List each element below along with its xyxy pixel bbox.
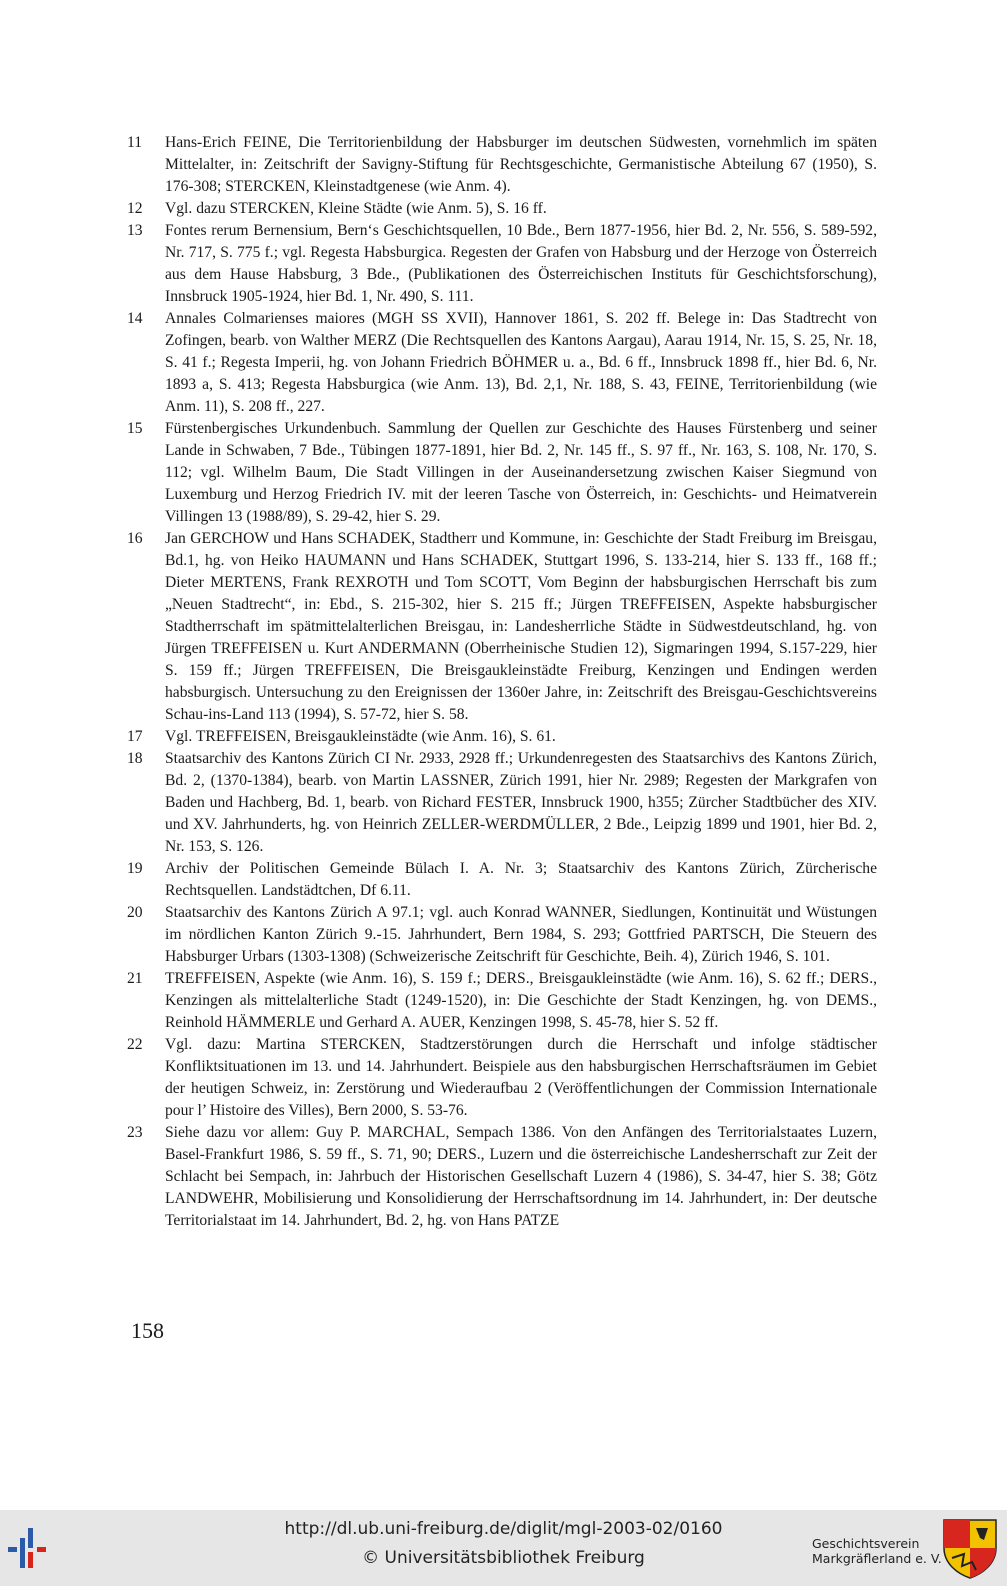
footnote-text: Jan GERCHOW und Hans SCHADEK, Stadtherr und Kommune, in: Geschichte der Stadt Freiburg im Breisgau, Bd.1, hg. von Heiko HAUMANN und Hans SCHADEK, Stuttgart 1996, S. 133-214, hier S. 133 ff., 168 ff.; Dieter MERTENS, Frank REXROTH und Tom SCOTT, Vom Beginn der habsburgischen Herrschaft bis zum „Neuen Stadtrecht“, in: Ebd., S. 215-302, hier S. 215 ff.; Jürgen TREFFEISEN, Aspekte habsburgischer Stadtherrschaft im spätmittelalterlichen Breisgau, in: Landesherrliche Städte in Südwestdeutschland, hg. von Jürgen TREFFEISEN u. Kurt ANDERMANN (Oberrheinische Studien 12), Sigmaringen 1994, S.157-229, hier S. 159 ff.; Jürgen TREFFEISEN, Die Breisgaukleinstädte Freiburg, Kenzingen und Endingen werden habsburgisch. Untersuchung zu den Ereignissen der 1360er Jahre, in: Zeitschrift des Breisgau-Geschichtsvereins Schau-ins-Land 113 (1994), S. 57-72, hier S. 58. [165,530,877,723]
footnote-number: 14 [127,310,143,327]
footnote-text: Hans-Erich FEINE, Die Territorienbildung der Habsburger im deutschen Südwesten, vornehmlich im späten Mittelalter, in: Zeitschrift der Savigny-Stiftung für Rechtsgeschichte, Germanistische Abteilung 67 (1950), S. 176-308; STERCKEN, Kleinstadtgenese (wie Anm. 4). [165,134,877,195]
footnote-number: 20 [127,904,143,921]
footnote-text: Fürstenbergisches Urkundenbuch. Sammlung der Quellen zur Geschichte des Hauses Fürstenberg und seiner Lande in Schwaben, 7 Bde., Tübingen 1877-1891, hier Bd. 2, Nr. 145 ff., S. 97 ff., Nr. 163, S. 108, Nr. 170, S. 112; vgl. Wilhelm Baum, Die Stadt Villingen in der Auseinandersetzung zwischen Kaiser Siegmund von Luxemburg und Herzog Friedrich IV. mit der leeren Tasche von Österreich, in: Geschichts- und Heimatverein Villingen 13 (1988/89), S. 29-42, hier S. 29. [165,420,877,525]
footnote-text: Staatsarchiv des Kantons Zürich A 97.1; vgl. auch Konrad WANNER, Siedlungen, Kontinuität und Wüstungen im nördlichen Kanton Zürich 9.-15. Jahrhundert, Bern 1984, S. 293; Gottfried PARTSCH, Die Steuern des Habsburger Urbars (1303-1308) (Schweizerische Zeitschrift für Geschichte, Beih. 4), Zürich 1946, S. 101. [165,904,877,965]
footnote-list [127,132,877,1232]
society-name [812,1536,942,1566]
footnote [127,726,877,748]
footnote-number: 12 [127,200,143,217]
footnote-number: 13 [127,222,143,239]
coat-of-arms-icon [942,1518,998,1580]
footnote [127,902,877,968]
document-url-link[interactable]: http://dl.ub.uni-freiburg.de/diglit/mgl-2003-02/0160 [284,1519,723,1539]
footnote-number: 23 [127,1124,143,1141]
footnote-text: Staatsarchiv des Kantons Zürich CI Nr. 2933, 2928 ff.; Urkundenregesten des Staatsarchivs des Kantons Zürich, Bd. 2, (1370-1384), bearb. von Martin LASSNER, Zürich 1991, hier Nr. 2989; Regesten der Markgrafen von Baden und Hachberg, Bd. 1, bearb. von Richard FESTER, Innsbruck 1900, h355; Zürcher Stadtbücher des XIV. und XV. Jahrhunderts, hg. von Heinrich ZELLER-WERDMÜLLER, 2 Bde., Leipzig 1899 und 1901, hier Bd. 2, Nr. 153, S. 126. [165,750,877,855]
footnote-number: 11 [127,134,143,151]
footnote [127,198,877,220]
footnote-text: Siehe dazu vor allem: Guy P. MARCHAL, Sempach 1386. Von den Anfängen des Territorialstaates Luzern, Basel-Frankfurt 1986, S. 59 ff., S. 71, 90; DERS., Luzern und die österreichische Landesherrschaft zur Zeit der Schlacht bei Sempach, in: Jahrbuch der Historischen Gesellschaft Luzern 4 (1986), S. 34-47, hier S. 38; Götz LANDWEHR, Mobilisierung und Konsolidierung der Herrschaftsordnung im 14. Jahrhundert, in: Der deutsche Territorialstaat im 14. Jahrhundert, Bd. 2, hg. von Hans PATZE [165,1124,877,1229]
viewer-footer [0,1510,1007,1586]
copyright-text: © Universitätsbibliothek Freiburg [362,1548,645,1568]
footnote-text: Archiv der Politischen Gemeinde Bülach I. A. Nr. 3; Staatsarchiv des Kantons Zürich, Zürcherische Rechtsquellen. Landstädtchen, Df 6.11. [165,860,877,899]
footnote [127,1122,877,1232]
footnote [127,308,877,418]
footnote [127,968,877,1034]
society-line-2: Markgräflerland e. V. [812,1551,942,1566]
footnote-number: 21 [127,970,143,987]
footnote-text: Vgl. dazu: Martina STERCKEN, Stadtzerstörungen durch die Herrschaft und infolge städtischer Konfliktsituationen im 13. und 14. Jahrhundert. Beispiele aus den habsburgischen Herrschaftsräumen im Gebiet der heutigen Schweiz, in: Zerstörung und Wiederaufbau 2 (Veröffentlichungen der Commission Internationale pour l’ Histoire des Villes), Bern 2000, S. 53-76. [165,1036,877,1119]
footnote-text: Fontes rerum Bernensium, Bern‘s Geschichtsquellen, 10 Bde., Bern 1877-1956, hier Bd. 2, Nr. 556, S. 589-592, Nr. 717, S. 775 f.; vgl. Regesta Habsburgica. Regesten der Grafen von Habsburg und der Herzoge von Österreich aus dem Hause Habsburg, 3 Bde., (Publikationen des Österreichischen Instituts für Geschichtsforschung), Innsbruck 1905-1924, hier Bd. 1, Nr. 490, S. 111. [165,222,877,305]
footnote-text: Annales Colmarienses maiores (MGH SS XVII), Hannover 1861, S. 202 ff. Belege in: Das Stadtrecht von Zofingen, bearb. von Walther MERZ (Die Rechtsquellen des Kantons Aargau), Aarau 1914, Nr. 15, S. 25, Nr. 18, S. 41 f.; Regesta Imperii, hg. von Johann Friedrich BÖHMER u. a., Bd. 6 ff., Innsbruck 1898 ff., hier Bd. 6, Nr. 1893 a, S. 413; Regesta Habsburgica (wie Anm. 13), Bd. 2,1, Nr. 188, S. 43, FEINE, Territorienbildung (wie Anm. 11), S. 208 ff., 227. [165,310,877,415]
footnote-number: 19 [127,860,143,877]
footnote-number: 18 [127,750,143,767]
footnote [127,748,877,858]
footnote-number: 16 [127,530,143,547]
footnote [127,132,877,198]
footnote-text: Vgl. dazu STERCKEN, Kleine Städte (wie Anm. 5), S. 16 ff. [165,200,547,217]
footnote-text: TREFFEISEN, Aspekte (wie Anm. 16), S. 159 f.; DERS., Breisgaukleinstädte (wie Anm. 16), S. 62 ff.; DERS., Kenzingen als mittelalterliche Stadt (1249-1520), in: Die Geschichte der Stadt Kenzingen, hg. von DEMS., Reinhold HÄMMERLE und Gerhard A. AUER, Kenzingen 1998, S. 45-78, hier S. 52 ff. [165,970,877,1031]
footnote [127,528,877,726]
page-number: 158 [131,1318,164,1343]
footnote [127,858,877,902]
footnote [127,220,877,308]
footnote-number: 17 [127,728,143,745]
footnote [127,418,877,528]
footnote-number: 22 [127,1036,143,1053]
footnote-text: Vgl. TREFFEISEN, Breisgaukleinstädte (wie Anm. 16), S. 61. [165,728,556,745]
footnote-number: 15 [127,420,143,437]
society-line-1: Geschichtsverein [812,1536,920,1551]
footnote [127,1034,877,1122]
